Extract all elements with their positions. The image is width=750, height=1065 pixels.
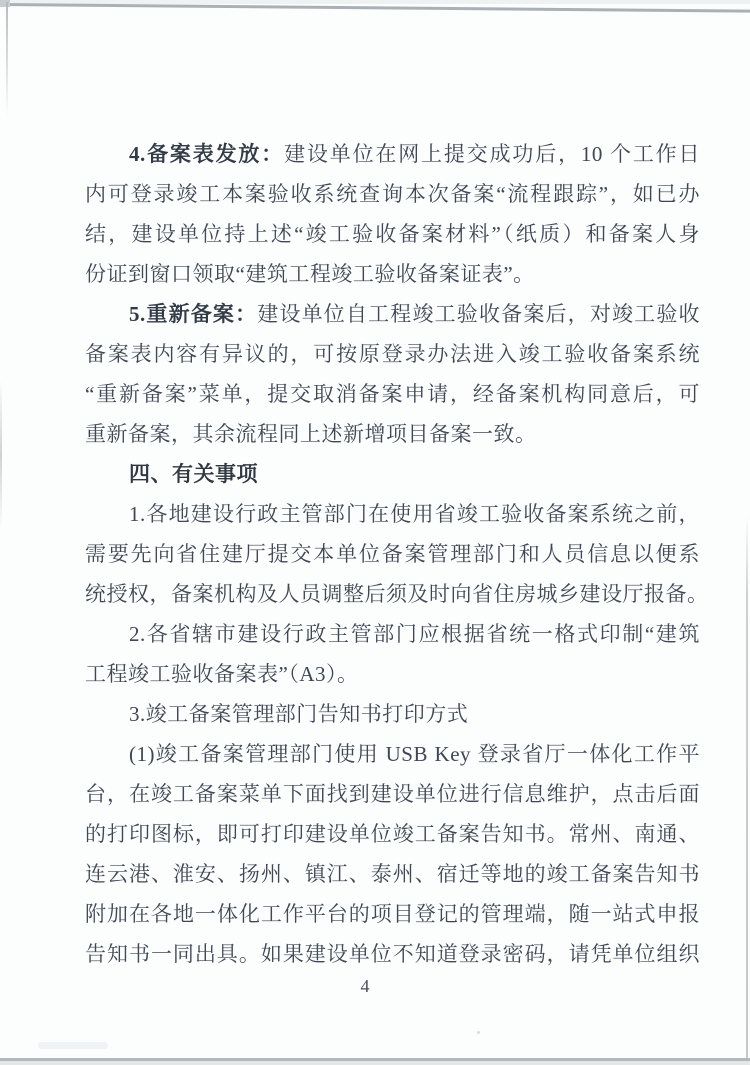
scan-edge-top-line <box>0 3 750 13</box>
text-line <box>85 374 700 414</box>
line-text: 内可登录竣工本案验收系统查询本次备案“流程跟踪”，如已办 <box>85 182 700 206</box>
line-text: 需要先向省住建厅提交本单位备案管理部门和人员信息以便系 <box>85 542 700 566</box>
line-text: 工程竣工验收备案表”（A3）。 <box>85 662 359 686</box>
text-line <box>85 254 700 294</box>
text-line <box>85 414 700 454</box>
text-line <box>85 774 700 814</box>
line-text: 1.各地建设行政主管部门在使用省竣工验收备案系统之前， <box>129 502 700 526</box>
line-text: 告知书一同出具。如果建设单位不知道登录密码，请凭单位组织 <box>85 942 700 966</box>
text-line <box>85 214 700 254</box>
scan-corner-top-left <box>0 0 10 7</box>
scan-speck <box>477 1031 480 1034</box>
text-line <box>85 294 700 334</box>
line-text: “重新备案”菜单，提交取消备案申请，经备案机构同意后，可 <box>85 382 700 406</box>
line-text: 3.竣工备案管理部门告知书打印方式 <box>129 702 469 726</box>
text-line <box>85 694 700 734</box>
line-text: 连云港、淮安、扬州、镇江、泰州、宿迁等地的竣工备案告知书 <box>85 862 700 886</box>
line-text: 建设单位在网上提交成功后，10 个工作日 <box>284 142 701 166</box>
line-text: 的打印图标，即可打印建设单位竣工备案告知书。常州、南通、 <box>85 822 700 846</box>
line-text: (1)竣工备案管理部门使用 USB Key 登录省厅一体化工作平 <box>129 742 700 766</box>
text-line <box>85 934 700 974</box>
paragraph-lead: 5.重新备案： <box>129 302 258 326</box>
page-number: 4 <box>360 976 370 996</box>
scan-edge-left-upper <box>6 2 8 117</box>
line-text: 2.各省辖市建设行政主管部门应根据省统一格式印制“建筑 <box>129 622 700 646</box>
scan-edge-bottom-band <box>0 1061 750 1065</box>
text-line <box>85 534 700 574</box>
line-text: 结，建设单位持上述“竣工验收备案材料”（纸质）和备案人身 <box>85 222 700 246</box>
line-text: 建设单位自工程竣工验收备案后，对竣工验收 <box>257 302 701 326</box>
document-body <box>85 134 709 974</box>
text-line <box>85 614 700 654</box>
text-line <box>85 734 700 774</box>
text-line <box>85 494 700 534</box>
text-line <box>85 174 700 214</box>
text-line <box>85 134 700 174</box>
scan-edge-left-middle <box>0 380 2 530</box>
line-text: 台，在竣工备案菜单下面找到建设单位进行信息维护，点击后面 <box>85 782 700 806</box>
section-heading <box>85 454 700 494</box>
text-line <box>85 334 700 374</box>
scan-edge-right <box>746 515 748 1065</box>
line-text: 备案表内容有异议的，可按原登录办法进入竣工验收备案系统 <box>85 342 700 366</box>
line-text: 份证到窗口领取“建筑工程竣工验收备案证表”。 <box>85 262 535 286</box>
paragraph-lead: 4.备案表发放： <box>129 142 285 166</box>
text-line <box>85 814 700 854</box>
text-line <box>85 894 700 934</box>
text-line <box>85 574 709 614</box>
scan-smudge <box>38 1042 108 1049</box>
line-text: 四、有关事项 <box>129 463 258 486</box>
line-text: 重新备案，其余流程同上述新增项目备案一致。 <box>85 422 537 446</box>
line-text: 附加在各地一体化工作平台的项目登记的管理端，随一站式申报 <box>85 902 700 926</box>
text-line <box>85 654 700 694</box>
line-text: 统授权，备案机构及人员调整后须及时向省住房城乡建设厅报备。 <box>85 582 709 606</box>
text-line <box>85 854 700 894</box>
